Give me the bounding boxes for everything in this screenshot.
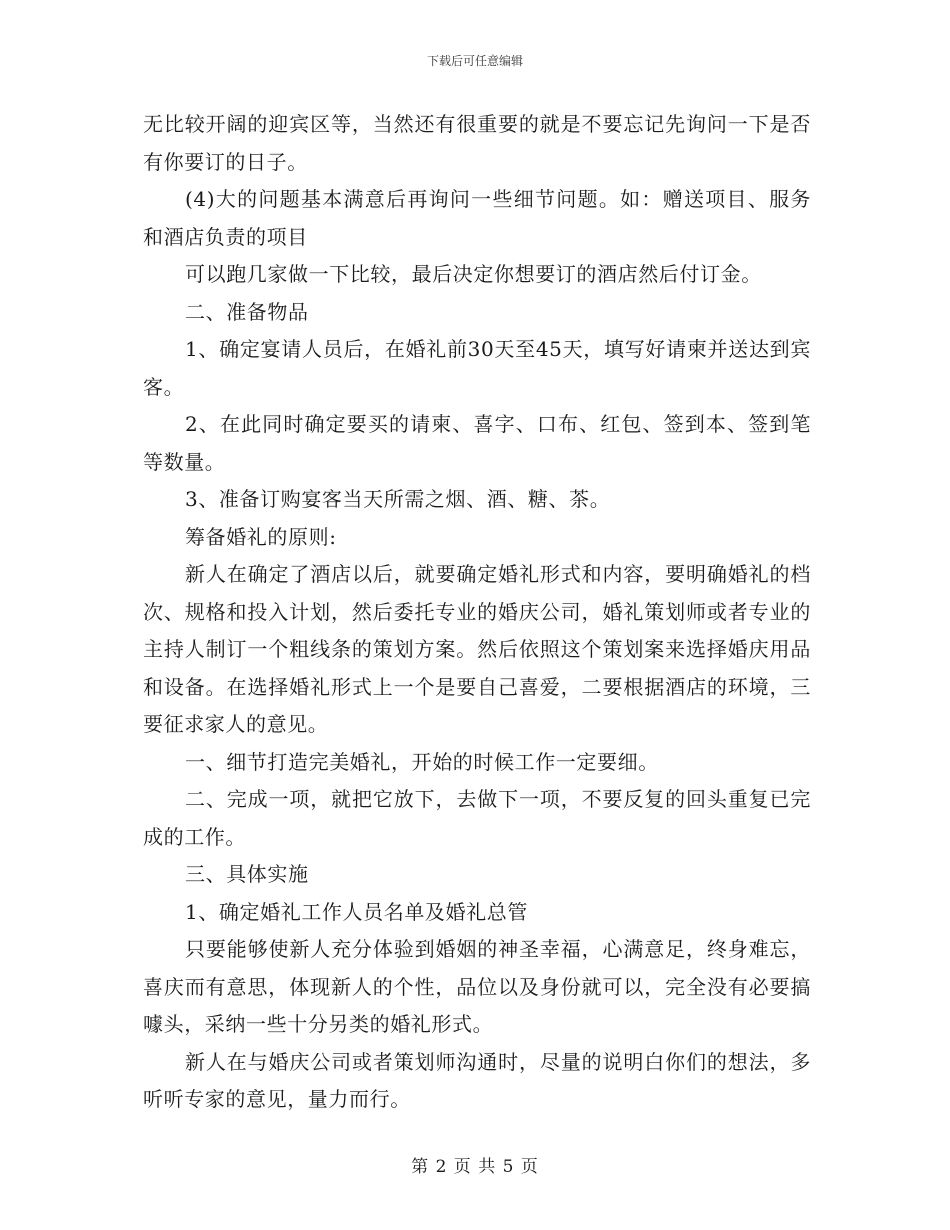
paragraph: 无比较开阔的迎宾区等，当然还有很重要的就是不要忘记先询问一下是否有你要订的日子。 [143, 112, 811, 174]
paragraph: 3、准备订购宴客当天所需之烟、酒、糖、茶。 [185, 487, 611, 511]
section-heading: 二、准备物品 [185, 299, 309, 324]
paragraph: 一、细节打造完美婚礼，开始的时候工作一定要细。 [185, 749, 659, 774]
document-body [143, 106, 811, 1119]
paragraph: 二、完成一项，就把它放下，去做下一项，不要反复的回头重复已完成的工作。 [143, 787, 811, 849]
section-heading: 筹备婚礼的原则: [185, 524, 337, 549]
paragraph: 只要能够使新人充分体验到婚姻的神圣幸福，心满意足，终身难忘，喜庆而有意思，体现新人的个性，品位以及身份就可以，完全没有必要搞噱头，采纳一些十分另类的婚礼形式。 [143, 937, 811, 1036]
paragraph: 2、在此同时确定要买的请柬、喜字、口布、红包、签到本、签到笔等数量。 [143, 412, 811, 474]
paragraph: 新人在与婚庆公司或者策划师沟通时，尽量的说明白你们的想法，多听听专家的意见，量力而行。 [143, 1049, 811, 1111]
page-header: 下载后可任意编辑 [426, 54, 523, 68]
paragraph: 1、确定宴请人员后，在婚礼前30天至45天，填写好请柬并送达到宾客。 [143, 337, 811, 399]
paragraph: (4)大的问题基本满意后再询问一些细节问题。如：赠送项目、服务和酒店负责的项目 [143, 187, 811, 249]
paragraph: 新人在确定了酒店以后，就要确定婚礼形式和内容，要明确婚礼的档次、规格和投入计划，然后委托专业的婚庆公司，婚礼策划师或者专业的主持人制订一个粗线条的策划方案。然后依照这个策划案来选择婚庆用品和设备。在选择婚礼形式上一个是要自己喜爱，二要根据酒店的环境，三要征求家人的意见。 [143, 562, 811, 736]
paragraph: 1、确定婚礼工作人员名单及婚礼总管 [185, 899, 528, 924]
section-heading: 三、具体实施 [185, 862, 309, 886]
paragraph: 可以跑几家做一下比较，最后决定你想要订的酒店然后付订金。 [185, 262, 762, 286]
page-number-footer: 第 2 页 共 5 页 [411, 1157, 539, 1177]
